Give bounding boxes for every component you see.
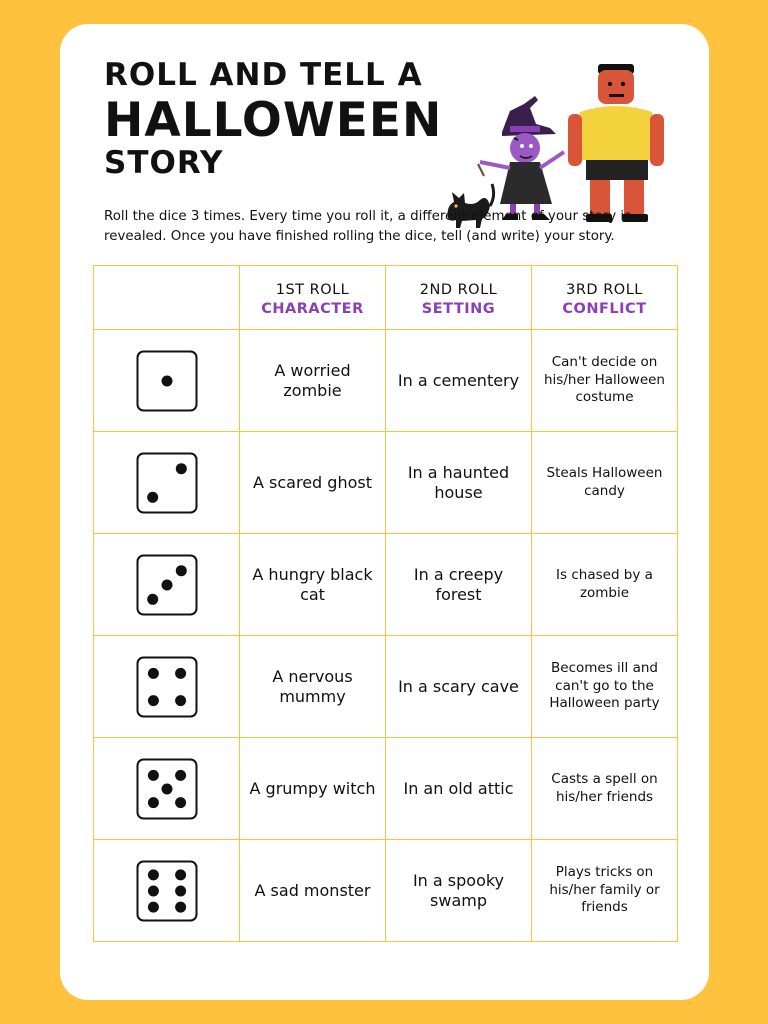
die-cell xyxy=(94,840,240,942)
setting-cell: In a spooky swamp xyxy=(386,840,532,942)
title-line-1: ROLL AND TELL A xyxy=(104,57,423,93)
die-pip xyxy=(175,667,186,678)
setting-cell: In a haunted house xyxy=(386,432,532,534)
header-empty-cell xyxy=(94,266,240,330)
table-row xyxy=(94,432,678,534)
roll-label: 2ND ROLL xyxy=(419,281,498,298)
die-face-5-icon xyxy=(136,758,198,820)
conflict-cell: Plays tricks on his/her family or friends xyxy=(532,840,678,942)
die-pip xyxy=(175,885,186,896)
category-label: SETTING xyxy=(421,300,496,317)
halloween-illustration xyxy=(440,56,670,231)
die-pip xyxy=(161,783,172,794)
roll-label: 1ST ROLL xyxy=(275,281,350,298)
die-pip xyxy=(147,797,158,808)
character-cell: A scared ghost xyxy=(240,432,386,534)
frankenstein-monster-icon xyxy=(568,64,664,222)
die-pip xyxy=(147,667,158,678)
title-block xyxy=(104,57,443,181)
header-roll-1 xyxy=(240,266,386,330)
die-cell xyxy=(94,330,240,432)
die-pip xyxy=(161,579,172,590)
instructions-text: Roll the dice 3 times. Every time you roll it, a different element of your story is revealed. Once you have finished rolling the dice, tell (and write) your story. xyxy=(104,209,632,244)
die-pip xyxy=(147,491,158,502)
die-pip xyxy=(147,593,158,604)
die-pip xyxy=(147,885,158,896)
conflict-cell: Becomes ill and can't go to the Halloween party xyxy=(532,636,678,738)
conflict-cell: Steals Halloween candy xyxy=(532,432,678,534)
roll-label: 3RD ROLL xyxy=(566,281,643,298)
die-pip xyxy=(175,869,186,880)
title-line-3: STORY xyxy=(104,145,224,181)
table-row xyxy=(94,534,678,636)
character-cell: A grumpy witch xyxy=(240,738,386,840)
category-label: CONFLICT xyxy=(562,300,647,317)
die-face-3-icon xyxy=(136,554,198,616)
character-cell: A hungry black cat xyxy=(240,534,386,636)
die-face-6-icon xyxy=(136,860,198,922)
die-pip xyxy=(147,695,158,706)
conflict-cell: Is chased by a zombie xyxy=(532,534,678,636)
die-pip xyxy=(175,797,186,808)
title-line-2: HALLOWEEN xyxy=(104,93,443,148)
setting-cell: In a scary cave xyxy=(386,636,532,738)
die-pip xyxy=(175,901,186,912)
die-pip xyxy=(161,375,172,386)
die-pip xyxy=(175,565,186,576)
worksheet-card xyxy=(60,24,709,1000)
die-cell xyxy=(94,534,240,636)
die-pip xyxy=(175,695,186,706)
character-cell: A worried zombie xyxy=(240,330,386,432)
setting-cell: In a cementery xyxy=(386,330,532,432)
die-pip xyxy=(147,769,158,780)
die-cell xyxy=(94,738,240,840)
die-pip xyxy=(147,901,158,912)
story-dice-table xyxy=(93,265,678,942)
setting-cell: In an old attic xyxy=(386,738,532,840)
table-row xyxy=(94,840,678,942)
conflict-cell: Can't decide on his/her Halloween costume xyxy=(532,330,678,432)
table-row xyxy=(94,636,678,738)
die-cell xyxy=(94,636,240,738)
die-pip xyxy=(147,869,158,880)
die-cell xyxy=(94,432,240,534)
table-row xyxy=(94,738,678,840)
header-roll-2 xyxy=(386,266,532,330)
die-pip xyxy=(175,463,186,474)
character-cell: A sad monster xyxy=(240,840,386,942)
header-roll-3 xyxy=(532,266,678,330)
die-face-2-icon xyxy=(136,452,198,514)
conflict-cell: Casts a spell on his/her friends xyxy=(532,738,678,840)
character-cell: A nervous mummy xyxy=(240,636,386,738)
category-label: CHARACTER xyxy=(261,300,364,317)
die-pip xyxy=(175,769,186,780)
table-row xyxy=(94,330,678,432)
die-face-4-icon xyxy=(136,656,198,718)
die-face-1-icon xyxy=(136,350,198,412)
setting-cell: In a creepy forest xyxy=(386,534,532,636)
table-header-row xyxy=(94,266,678,330)
